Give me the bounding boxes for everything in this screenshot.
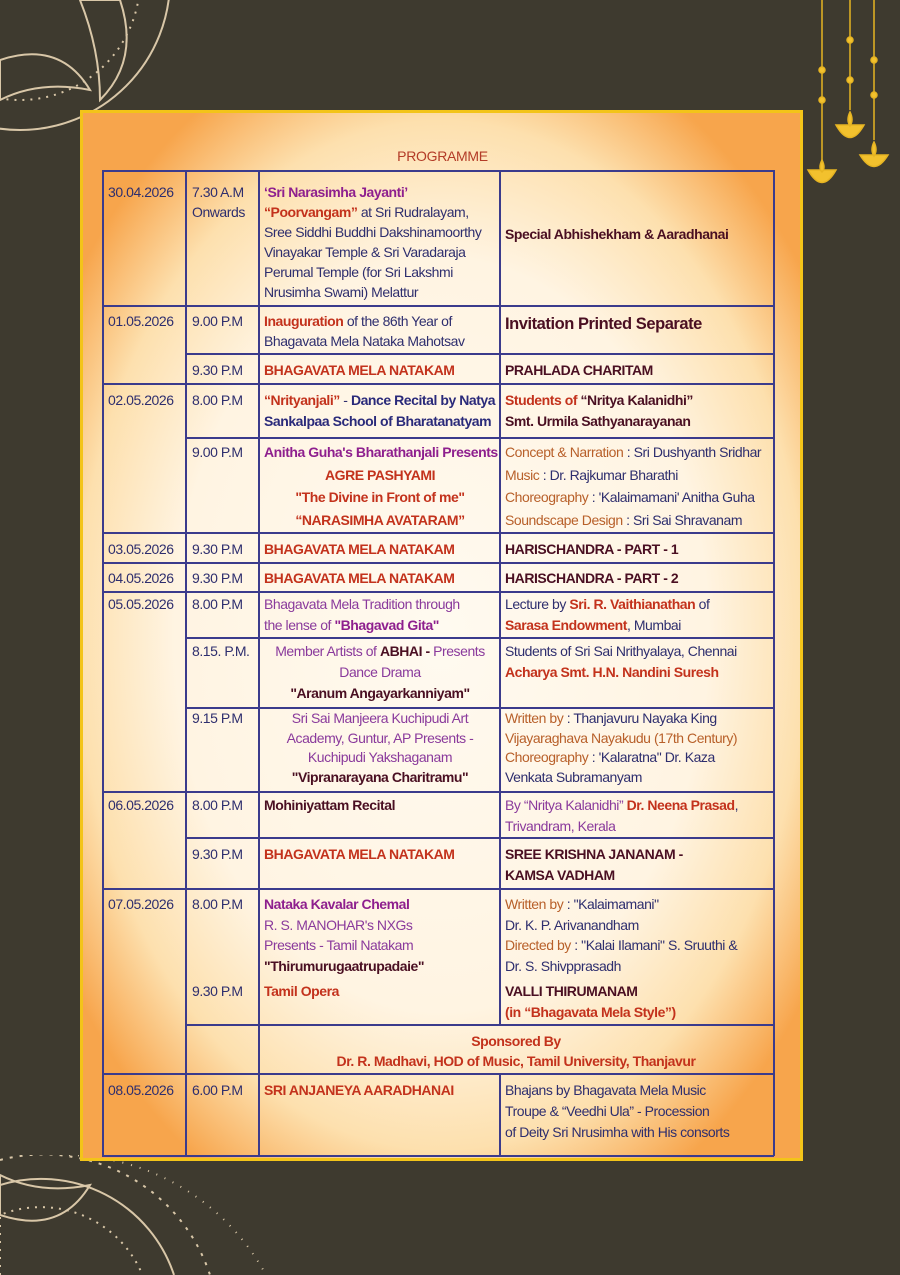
- cell-line: [505, 1080, 771, 1101]
- cell-line: [264, 641, 496, 662]
- cell-line: [505, 956, 771, 977]
- cell-line: [505, 709, 771, 729]
- cell-line: [264, 311, 496, 331]
- cell-line: [264, 411, 496, 432]
- table-row-divider: [185, 637, 774, 639]
- text-segment: Special Abhishekham & Aaradhanai: [505, 226, 729, 242]
- page-title: PROGRAMME: [397, 148, 488, 164]
- text-segment: Bhajans by Bhagavata Mela Music: [505, 1082, 706, 1098]
- text-segment: Sri. R. Vaithianathan: [569, 596, 696, 612]
- cell-time: [192, 568, 256, 588]
- text-segment: "Thirumurugaatrupadaie": [264, 957, 425, 974]
- text-segment: SRI ANJANEYA AARADHANAI: [264, 1082, 454, 1098]
- text-segment: : 'Kalaimamani' Anitha Guha: [588, 489, 755, 505]
- text-segment: Sree Siddhi Buddhi Dakshinamoorthy: [264, 224, 482, 240]
- cell-line: [264, 709, 496, 729]
- cell-time: [192, 641, 256, 662]
- text-segment: 8.00 P.M: [192, 896, 243, 912]
- text-segment: Directed by: [505, 937, 571, 953]
- text-segment: 9.00 P.M: [192, 444, 243, 460]
- text-segment: Concept & Narration: [505, 444, 624, 460]
- cell-line: [192, 894, 256, 914]
- cell-line: [108, 795, 183, 816]
- cell-line: [264, 390, 496, 411]
- text-segment: Onwards: [192, 204, 245, 220]
- text-segment: Dance Drama: [339, 664, 421, 680]
- text-segment: 9.30 P.M: [192, 846, 243, 862]
- cell-line: [108, 594, 183, 615]
- text-segment: 30.04.2026: [108, 184, 174, 200]
- table-column-divider: [185, 170, 187, 1156]
- text-segment: BHAGAVATA MELA NATAKAM: [264, 570, 455, 586]
- cell-detail: [505, 568, 771, 588]
- cell-line: [192, 844, 256, 865]
- cell-line: [192, 1080, 256, 1101]
- text-segment: Vinayakar Temple & Sri Varadaraja: [264, 244, 466, 260]
- cell-detail: [505, 795, 771, 836]
- text-segment: 9.15 P.M: [192, 710, 243, 726]
- cell-date: [108, 1080, 183, 1101]
- text-segment: Sponsored By: [471, 1033, 561, 1049]
- cell-line: [264, 262, 496, 282]
- cell-event: [264, 568, 496, 588]
- text-segment: : "Kalai Ilamani" S. Sruuthi &: [570, 937, 738, 953]
- cell-time: [192, 182, 256, 222]
- cell-line: [192, 360, 256, 380]
- text-segment: HARISCHANDRA - PART - 2: [505, 570, 679, 586]
- cell-line: [505, 894, 771, 915]
- cell-line: [108, 539, 183, 559]
- text-segment: Presents - Tamil Natakam: [264, 937, 414, 953]
- text-segment: 05.05.2026: [108, 596, 174, 612]
- cell-line: [505, 509, 771, 532]
- table-column-divider: [499, 170, 501, 1024]
- cell-detail: [505, 539, 771, 559]
- text-segment: 8.00 P.M: [192, 596, 243, 612]
- text-segment: Dr. R. Madhavi, HOD of Music, Tamil University, Thanjavur: [336, 1053, 696, 1069]
- table-row-divider: [185, 437, 774, 439]
- text-segment: 8.00 P.M: [192, 797, 243, 813]
- text-segment: : Thanjavuru Nayaka King: [563, 710, 717, 726]
- text-segment: 6.00 P.M: [192, 1082, 243, 1098]
- cell-event: [264, 795, 496, 816]
- cell-event: [264, 594, 496, 635]
- text-segment: 03.05.2026: [108, 541, 174, 557]
- text-segment: the lense of: [264, 616, 335, 633]
- cell-line: [505, 360, 771, 380]
- text-segment: AGRE PASHYAMI: [324, 466, 436, 483]
- cell-line: [108, 311, 183, 331]
- text-segment: Kuchipudi Yakshaganam: [307, 749, 453, 765]
- cell-line: [260, 1051, 772, 1071]
- cell-detail: [505, 360, 771, 380]
- text-segment: Nrusimha Swami) Melattur: [264, 284, 419, 300]
- cell-line: [264, 509, 496, 532]
- cell-line: [505, 748, 771, 768]
- cell-line: [264, 683, 496, 704]
- cell-line: [505, 865, 771, 886]
- table-row-divider: [102, 562, 774, 564]
- cell-time: [192, 390, 256, 411]
- cell-line: [108, 568, 183, 588]
- cell-line: [505, 568, 771, 588]
- text-segment: Bhagavata Mela Tradition through: [264, 596, 460, 612]
- cell-line: [192, 709, 256, 729]
- cell-line: [192, 981, 256, 1001]
- cell-time: [192, 844, 256, 865]
- text-segment: 08.05.2026: [108, 1082, 174, 1098]
- cell-line: [505, 390, 771, 411]
- text-segment: , Mumbai: [626, 616, 681, 633]
- text-segment: of: [695, 596, 710, 612]
- table-row-divider: [185, 353, 774, 355]
- text-segment: Sri Sai Manjeera Kuchipudi Art: [291, 710, 469, 726]
- cell-date: [108, 539, 183, 559]
- cell-line: [505, 1002, 771, 1023]
- text-segment: Students of: [505, 392, 581, 408]
- text-segment: 01.05.2026: [108, 313, 174, 329]
- text-segment: Venkata Subramanyam: [505, 768, 642, 785]
- cell-line: [505, 1122, 771, 1143]
- cell-line: [264, 844, 496, 865]
- table-row-divider: [102, 170, 774, 172]
- cell-line: [192, 568, 256, 588]
- table-row-divider: [185, 1024, 774, 1026]
- cell-line: [264, 360, 496, 380]
- cell-detail: [505, 844, 771, 886]
- text-segment: Music: [505, 466, 540, 483]
- cell-line: [108, 182, 183, 202]
- cell-line: [505, 768, 771, 788]
- cell-time: [192, 539, 256, 559]
- cell-time: [192, 1080, 256, 1101]
- text-segment: 7.30 A.M: [192, 184, 244, 200]
- cell-line: [505, 615, 771, 636]
- text-segment: BHAGAVATA MELA NATAKAM: [264, 362, 455, 378]
- text-segment: Inauguration: [264, 313, 344, 329]
- text-segment: BHAGAVATA MELA NATAKAM: [264, 846, 455, 862]
- cell-date: [108, 390, 183, 411]
- text-segment: Member Artists of: [275, 643, 380, 659]
- cell-line: [264, 748, 496, 768]
- table-row-divider: [102, 383, 774, 385]
- cell-detail: [505, 390, 771, 432]
- cell-date: [108, 311, 183, 331]
- cell-line: [108, 894, 183, 914]
- text-segment: : Dr. Rajkumar Bharathi: [539, 466, 678, 483]
- cell-event: [264, 709, 496, 787]
- text-segment: Acharya Smt. H.N. Nandini Suresh: [505, 664, 719, 680]
- text-segment: KAMSA VADHAM: [505, 867, 615, 883]
- text-segment: Academy, Guntur, AP Presents -: [286, 729, 474, 746]
- cell-line: [264, 981, 496, 1001]
- text-segment: of Deity Sri Nrusimha with His consorts: [505, 1124, 730, 1140]
- text-segment: “Nrityanjali”: [264, 392, 340, 408]
- cell-date: [108, 795, 183, 816]
- table-row-divider: [102, 888, 774, 890]
- cell-line: [264, 768, 496, 788]
- text-segment: 04.05.2026: [108, 570, 174, 586]
- text-segment: "Vipranarayana Charitramu": [291, 768, 469, 785]
- text-segment: Mohiniyattam Recital: [264, 797, 396, 813]
- cell-line: [505, 795, 771, 816]
- cell-line: [505, 915, 771, 936]
- cell-time: [192, 981, 256, 1001]
- text-segment: Soundscape Design: [505, 511, 623, 528]
- text-segment: Dr. Neena Prasad: [626, 797, 735, 813]
- mandala-bottom-left-decoration: [0, 1155, 330, 1275]
- table-row-divider: [102, 532, 774, 534]
- cell-line: [505, 441, 771, 464]
- text-segment: (in “Bhagavata Mela Style”): [505, 1004, 676, 1020]
- text-segment: Dance Recital by Natya: [350, 392, 496, 408]
- cell-event: [264, 844, 496, 865]
- text-segment: Troupe & “Veedhi Ula” - Procession: [505, 1103, 710, 1119]
- cell-line: [505, 816, 771, 837]
- cell-line: [264, 486, 496, 509]
- cell-line: [264, 1080, 496, 1101]
- cell-date: [108, 568, 183, 588]
- text-segment: Nataka Kavalar Chemal: [264, 896, 410, 912]
- cell-line: [108, 390, 183, 411]
- text-segment: "The Divine in Front of me": [295, 489, 465, 505]
- cell-detail: [505, 594, 771, 635]
- cell-line: [192, 311, 256, 331]
- cell-date: [108, 594, 183, 615]
- text-segment: "Aranum Angayarkanniyam": [290, 685, 470, 701]
- text-segment: Dr. S. Shivpprasadh: [505, 957, 621, 974]
- text-segment: R. S. MANOHAR's NXGs: [264, 916, 413, 933]
- cell-sponsor: [260, 1031, 772, 1071]
- text-segment: Written by: [505, 710, 564, 726]
- text-segment: of the 86th Year of: [343, 313, 452, 329]
- cell-line: [264, 935, 496, 956]
- text-segment: VALLI THIRUMANAM: [505, 983, 638, 999]
- text-segment: Lecture by: [505, 596, 570, 612]
- cell-line: [192, 441, 256, 464]
- cell-time: [192, 594, 256, 615]
- text-segment: 9.30 P.M: [192, 570, 243, 586]
- text-segment: SREE KRISHNA JANANAM -: [505, 846, 683, 862]
- cell-line: [264, 539, 496, 559]
- text-segment: Written by: [505, 896, 564, 912]
- text-segment: ‘Sri Narasimha Jayanti’: [264, 184, 408, 200]
- cell-time: [192, 360, 256, 380]
- cell-date: [108, 182, 183, 202]
- text-segment: 9.30 P.M: [192, 541, 243, 557]
- cell-line: [264, 615, 496, 636]
- cell-line: [192, 539, 256, 559]
- cell-detail: [505, 441, 771, 531]
- text-segment: Invitation Printed Separate: [505, 315, 702, 333]
- table-column-divider: [102, 170, 104, 1156]
- cell-line: [108, 1080, 183, 1101]
- cell-line: [505, 224, 771, 244]
- text-segment: -: [339, 392, 351, 408]
- cell-line: [264, 662, 496, 683]
- text-segment: 9.30 P.M: [192, 983, 243, 999]
- cell-line: [505, 314, 771, 334]
- text-segment: 07.05.2026: [108, 896, 174, 912]
- hanging-lamps-icon: [800, 0, 900, 200]
- text-segment: 06.05.2026: [108, 797, 174, 813]
- cell-time: [192, 441, 256, 464]
- text-segment: By “Nritya Kalanidhi”: [505, 797, 627, 813]
- text-segment: : 'Kalaratna" Dr. Kaza: [588, 749, 715, 765]
- cell-detail: [505, 314, 771, 334]
- cell-line: [264, 568, 496, 588]
- cell-line: [505, 486, 771, 509]
- cell-date: [108, 894, 183, 914]
- cell-event: [264, 1080, 496, 1101]
- cell-line: [264, 331, 496, 351]
- table-row-divider: [102, 1073, 774, 1075]
- cell-detail: [505, 894, 771, 976]
- cell-time: [192, 795, 256, 816]
- cell-event: [264, 311, 496, 351]
- text-segment: Sarasa Endowment: [505, 616, 627, 633]
- cell-detail: [505, 981, 771, 1023]
- cell-line: [505, 594, 771, 615]
- text-segment: Presents: [433, 643, 485, 659]
- text-segment: "Bhagavad Gita": [334, 616, 439, 633]
- text-segment: Anitha Guha's Bharathanjali Presents: [264, 444, 498, 460]
- cell-line: [192, 182, 256, 202]
- cell-line: [264, 222, 496, 242]
- cell-event: [264, 641, 496, 704]
- cell-line: [260, 1031, 772, 1051]
- cell-detail: [505, 641, 771, 683]
- cell-line: [264, 182, 496, 202]
- cell-line: [505, 844, 771, 865]
- cell-line: [264, 464, 496, 487]
- text-segment: Choreography: [505, 749, 589, 765]
- text-segment: : Sri Dushyanth Sridhar: [623, 444, 762, 460]
- text-segment: BHAGAVATA MELA NATAKAM: [264, 541, 455, 557]
- text-segment: “NARASIMHA AVATARAM”: [295, 511, 465, 528]
- cell-line: [192, 202, 256, 222]
- cell-line: [264, 441, 496, 464]
- table-row-divider: [102, 305, 774, 307]
- text-segment: 8.00 P.M: [192, 392, 243, 408]
- cell-line: [264, 594, 496, 615]
- cell-line: [505, 464, 771, 487]
- table-column-divider: [773, 170, 775, 1156]
- text-segment: Perumal Temple (for Sri Lakshmi: [264, 264, 453, 280]
- cell-line: [505, 641, 771, 662]
- cell-event: [264, 441, 496, 531]
- text-segment: Smt. Urmila Sathyanarayanan: [505, 413, 691, 429]
- table-row-divider: [185, 837, 774, 839]
- text-segment: Choreography: [505, 489, 589, 505]
- text-segment: Tamil Opera: [264, 983, 339, 999]
- cell-line: [264, 282, 496, 302]
- cell-line: [192, 594, 256, 615]
- text-segment: Students of Sri Sai Nrithyalaya, Chennai: [505, 643, 737, 659]
- text-segment: 9.30 P.M: [192, 362, 243, 378]
- text-segment: 02.05.2026: [108, 392, 174, 408]
- cell-line: [505, 981, 771, 1002]
- cell-event: [264, 981, 496, 1001]
- cell-line: [264, 956, 496, 977]
- table-row-divider: [102, 1155, 774, 1157]
- text-segment: “Poorvangam”: [264, 204, 358, 220]
- cell-event: [264, 894, 496, 976]
- text-segment: : "Kalaimamani": [563, 896, 659, 912]
- cell-line: [264, 795, 496, 816]
- cell-line: [505, 662, 771, 683]
- text-segment: ABHAI -: [379, 643, 434, 659]
- cell-event: [264, 539, 496, 559]
- cell-line: [192, 641, 256, 662]
- text-segment: : Sri Sai Shravanam: [622, 511, 743, 528]
- cell-time: [192, 709, 256, 729]
- cell-line: [192, 390, 256, 411]
- text-segment: at Sri Rudralayam,: [357, 204, 469, 220]
- text-segment: “Nritya Kalanidhi”: [580, 392, 693, 408]
- text-segment: HARISCHANDRA - PART - 1: [505, 541, 679, 557]
- table-column-divider: [258, 170, 260, 1156]
- text-segment: Sankalpaa School of Bharatanatyam: [264, 413, 492, 429]
- cell-line: [264, 202, 496, 222]
- text-segment: Dr. K. P. Arivanandham: [505, 916, 639, 933]
- text-segment: Trivandram, Kerala: [505, 817, 616, 834]
- table-column-divider: [499, 1073, 501, 1156]
- cell-line: [505, 539, 771, 559]
- table-row-divider: [102, 791, 774, 793]
- text-segment: 8.15. P.M.: [192, 643, 250, 659]
- cell-detail: [505, 224, 771, 244]
- cell-event: [264, 390, 496, 432]
- cell-line: [505, 1101, 771, 1122]
- cell-line: [264, 242, 496, 262]
- text-segment: ,: [734, 797, 739, 813]
- cell-line: [505, 729, 771, 749]
- text-segment: PRAHLADA CHARITAM: [505, 362, 653, 378]
- cell-detail: [505, 709, 771, 787]
- text-segment: 9.00 P.M: [192, 313, 243, 329]
- cell-line: [192, 795, 256, 816]
- cell-line: [505, 935, 771, 956]
- cell-detail: [505, 1080, 771, 1143]
- cell-time: [192, 311, 256, 331]
- table-row-divider: [102, 591, 774, 593]
- text-segment: Bhagavata Mela Nataka Mahotsav: [264, 333, 465, 349]
- cell-time: [192, 894, 256, 914]
- cell-event: [264, 360, 496, 380]
- cell-line: [264, 894, 496, 915]
- cell-line: [264, 729, 496, 749]
- cell-event: [264, 182, 496, 302]
- text-segment: Vijayaraghava Nayakudu (17th Century): [505, 729, 738, 746]
- cell-line: [264, 915, 496, 936]
- cell-line: [505, 411, 771, 432]
